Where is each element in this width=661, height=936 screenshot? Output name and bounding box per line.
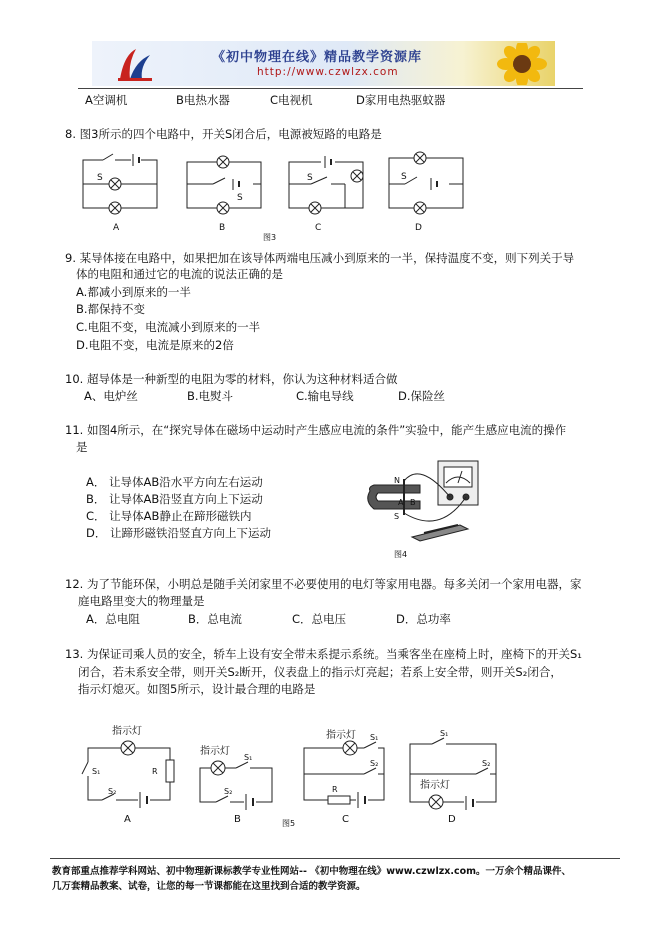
q9-option-d: D.电阻不变，电流是原来的2倍: [76, 338, 234, 352]
site-logo-icon: [114, 45, 158, 83]
q11-question-line2: 是: [76, 440, 88, 454]
q11-option-b: B． 让导体AB沿竖直方向上下运动: [86, 492, 263, 506]
q12-options: [86, 611, 586, 627]
footer: [52, 864, 622, 894]
banner-title: 《初中物理在线》精品教学资源库: [212, 50, 423, 65]
fig5-s1-label-d: S₁: [440, 729, 449, 738]
q7-option-b: B电热水器: [176, 93, 230, 107]
q10-option-d: D.保险丝: [398, 389, 446, 403]
q10-option-c: C.输电导线: [296, 389, 354, 403]
fig4-label-n: N: [394, 476, 400, 485]
fig4-label-b: B: [410, 498, 416, 507]
fig3-switch-label-b: S: [237, 193, 243, 203]
q10-option-b: B.电熨斗: [187, 389, 234, 403]
fig5-s1-label-c: S₁: [370, 733, 379, 742]
q10-options: [84, 388, 584, 404]
header-banner: [92, 41, 555, 86]
q13-question-line1: 13. 为保证司乘人员的安全，轿车上设有安全带未系提示系统。当乘客坐在座椅上时，座椅下的开关S₁: [65, 647, 582, 661]
fig3-label-b: B: [219, 223, 226, 233]
fig3-switch-label-a: S: [97, 173, 103, 183]
q11-option-a: A． 让导体AB沿水平方向左右运动: [86, 475, 263, 489]
fig5-lamp-label-b: 指示灯: [200, 746, 230, 757]
q12-question-line2: 庭电路里变大的物理量是: [78, 594, 205, 608]
q12-option-a: A．总电阻: [86, 612, 140, 626]
fig5-label-d: D: [448, 814, 456, 825]
q7-option-d: D家用电热驱蚊器: [356, 93, 446, 107]
q9-option-c: C.电阻不变，电流减小到原来的一半: [76, 320, 261, 334]
footer-line2: 几万套精品教案、试卷，让您的每一节课都能在这里找到合适的教学资源。: [52, 881, 366, 892]
fig5-label-c: C: [342, 814, 349, 825]
q10-question: 10. 超导体是一种新型的电阻为零的材料，你认为这种材料适合做: [65, 372, 398, 386]
fig3-label-a: A: [113, 223, 120, 233]
fig5-s1-label-a: S₁: [92, 767, 101, 776]
fig5-r-label-a: R: [152, 767, 158, 776]
q9-question-line1: 9. 某导体接在电路中，如果把加在该导体两端电压减小到原来的一半，保持温度不变，则下列关于导: [65, 251, 575, 265]
figure-4-apparatus: [360, 455, 510, 561]
header-rule: [78, 88, 583, 89]
fig3-caption: 图3: [263, 233, 277, 242]
q9-question-line2: 体的电阻和通过它的电流的说法正确的是: [76, 267, 283, 281]
q9-option-a: A.都减小到原来的一半: [76, 285, 191, 299]
fig3-switch-label-c: S: [307, 173, 313, 183]
q7-options: [85, 92, 585, 108]
footer-line1: 教育部重点推荐学科网站、初中物理新课标教学专业性网站-- 《初中物理在线》www.czwlzx.com。一万余个精品课件、: [52, 866, 572, 877]
sunflower-icon: [492, 43, 552, 85]
q11-option-d: D． 让蹄形磁铁沿竖直方向上下运动: [86, 526, 272, 540]
q12-question-line1: 12. 为了节能环保，小明总是随手关闭家里不必要使用的电灯等家用电器。每多关闭一个家用电器，家: [65, 577, 582, 591]
fig4-label-s: S: [394, 512, 400, 521]
fig5-s2-label-c: S₂: [370, 759, 379, 768]
fig5-lamp-label-a: 指示灯: [112, 726, 142, 737]
q8-question: 8. 图3所示的四个电路中，开关S闭合后，电源被短路的电路是: [65, 127, 382, 141]
fig4-caption: 图4: [394, 550, 408, 559]
fig5-s2-label-b: S₂: [224, 787, 233, 796]
figure-3-circuits: [75, 150, 475, 242]
q7-option-c: C电视机: [270, 93, 313, 107]
q11-question-line1: 11. 如图4所示，在“探究导体在磁场中运动时产生感应电流的条件”实验中，能产生感应电流的操作: [65, 423, 567, 437]
fig5-s2-label-d: S₂: [482, 759, 491, 768]
fig3-label-c: C: [315, 223, 322, 233]
fig3-switch-label-d: S: [401, 172, 407, 182]
fig5-caption: 图5: [282, 819, 296, 828]
q7-option-a: A空调机: [85, 93, 128, 107]
fig5-lamp-label-d: 指示灯: [420, 780, 450, 791]
figure-5-circuits: [80, 716, 540, 832]
q11-option-c: C． 让导体AB静止在蹄形磁铁内: [86, 509, 252, 523]
fig5-lamp-label-c: 指示灯: [326, 730, 356, 741]
fig5-r-label-c: R: [332, 785, 338, 794]
banner-url[interactable]: http://www.czwlzx.com: [257, 66, 399, 78]
q13-question-line2: 闭合，若未系安全带，则开关S₂断开，仪表盘上的指示灯亮起；若系上安全带，则开关S₂闭合，: [78, 665, 562, 679]
fig5-s2-label-a: S₂: [108, 787, 117, 796]
q12-option-d: D．总功率: [396, 612, 451, 626]
q13-question-line3: 指示灯熄灭。如图5所示，设计最合理的电路是: [78, 682, 316, 696]
fig5-label-a: A: [124, 814, 131, 825]
q12-option-c: C．总电压: [292, 612, 347, 626]
fig4-label-a: A: [398, 498, 404, 507]
footer-rule: [50, 858, 620, 859]
q10-option-a: A、电炉丝: [84, 389, 138, 403]
fig5-label-b: B: [234, 814, 241, 825]
fig3-label-d: D: [415, 223, 422, 233]
q9-option-b: B.都保持不变: [76, 302, 146, 316]
fig5-s1-label-b: S₁: [244, 753, 253, 762]
q12-option-b: B．总电流: [188, 612, 242, 626]
